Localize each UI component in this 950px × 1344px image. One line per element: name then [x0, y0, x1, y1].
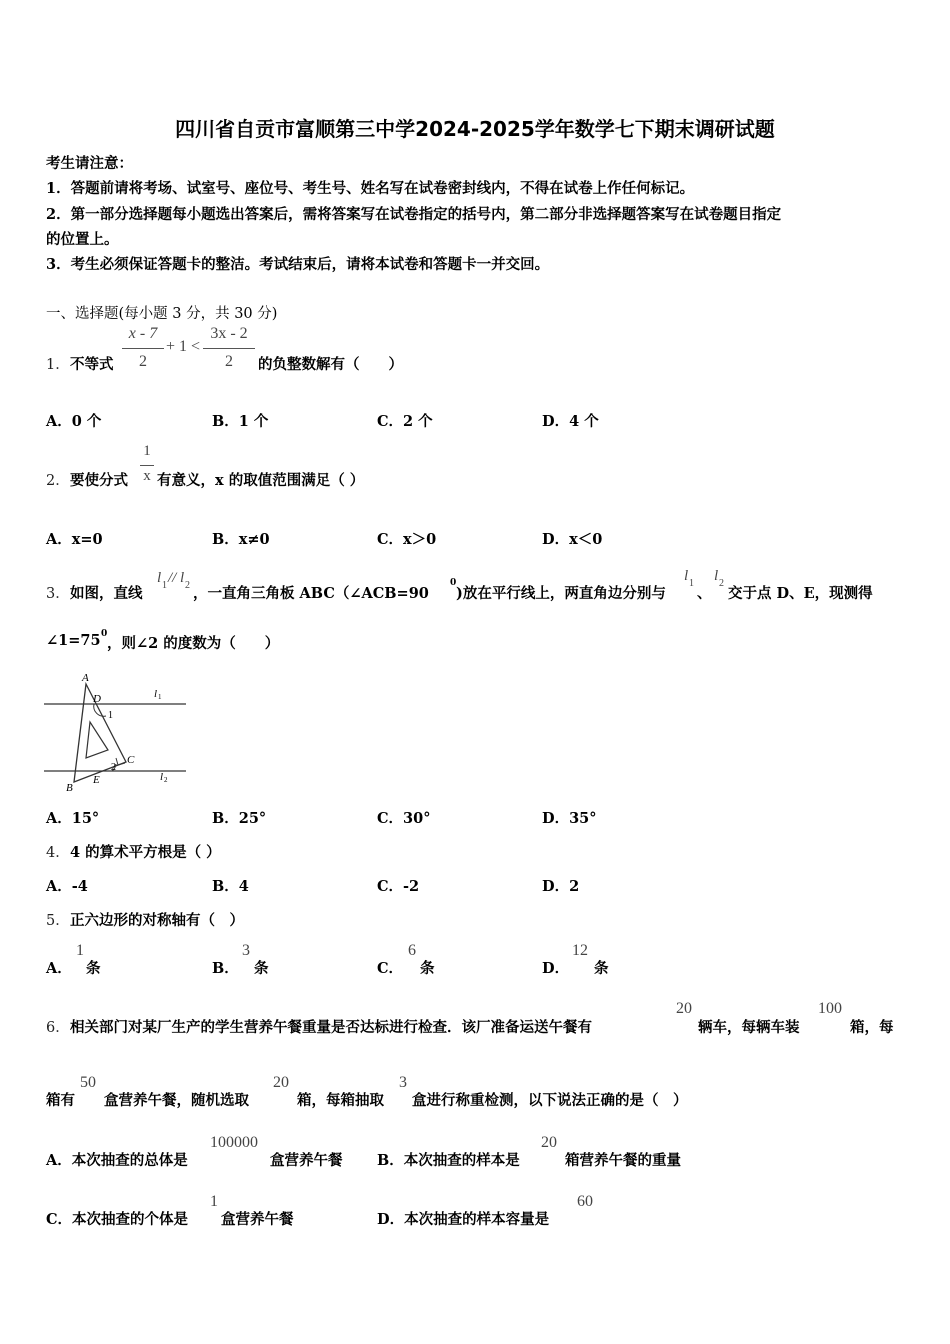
triangle-figure: [44, 670, 194, 792]
fraction-numerator: 3x - 2: [210, 325, 248, 342]
question-text: 如图，直线: [70, 585, 143, 602]
label-b: B: [66, 782, 73, 792]
question-number: 4．: [46, 845, 70, 861]
right-angle-mark: [116, 758, 125, 765]
math-value: 20: [676, 1000, 692, 1017]
degree-superscript: 0: [450, 578, 457, 588]
math-value: 20: [273, 1074, 289, 1091]
page-title: 四川省自贡市富顺第三中学2024-2025学年数学七下期末调研试题: [175, 117, 775, 141]
notice-item: 的位置上。: [46, 231, 119, 248]
parallel-symbol: //: [168, 570, 177, 586]
label-angle-1: 1: [108, 710, 113, 721]
label-c: C: [127, 754, 135, 766]
option-value: 20: [541, 1134, 557, 1151]
fraction-denominator: 2: [225, 353, 233, 370]
option-text: C．本次抽查的个体是: [46, 1211, 189, 1228]
option-a[interactable]: A．0 个: [46, 413, 102, 430]
option-a[interactable]: A．-4: [46, 878, 88, 895]
option-value: 3: [242, 942, 250, 959]
label-l2-sub: 2: [164, 776, 168, 784]
option-label: D．: [542, 960, 570, 977]
question-text: 的负整数解有（ ）: [258, 356, 403, 373]
option-c[interactable]: C．2 个: [377, 413, 433, 430]
degree-superscript: 0: [101, 629, 108, 639]
option-text: B．本次抽查的样本是: [377, 1152, 520, 1169]
line-subscript: 2: [719, 578, 724, 589]
option-value: 60: [577, 1193, 593, 1210]
option-value: 1: [76, 942, 84, 959]
question-number: 6．: [46, 1020, 70, 1036]
label-angle-2: 2: [111, 762, 116, 773]
option-text: 箱营养午餐的重量: [565, 1152, 681, 1169]
option-d[interactable]: D．2: [542, 878, 580, 895]
label-a: A: [82, 672, 89, 684]
option-text: 盒营养午餐: [221, 1211, 294, 1228]
question-text: 箱，每: [850, 1019, 894, 1036]
fraction-bar: [140, 465, 154, 466]
option-unit: 条: [254, 960, 269, 977]
line-subscript: 1: [162, 580, 167, 591]
fraction-bar: [203, 348, 255, 349]
option-unit: 条: [594, 960, 609, 977]
option-value: 6: [408, 942, 416, 959]
label-l1: l: [154, 688, 158, 700]
math-operator: + 1 <: [166, 338, 201, 355]
option-b[interactable]: B．4: [212, 878, 249, 895]
notice-item: 2．第一部分选择题每小题选出答案后，需将答案写在试卷指定的括号内，第二部分非选择题答案写在试卷题目指定: [46, 206, 782, 223]
notice-item: 3．考生必须保证答题卡的整洁。考试结束后，请将本试卷和答题卡一并交回。: [46, 256, 550, 273]
question-text: )放在平行线上，两直角边分别与: [456, 585, 666, 602]
question-text: 4 的算术平方根是（ ）: [70, 844, 221, 861]
option-d[interactable]: D．35°: [542, 810, 597, 827]
math-value: 100: [818, 1000, 842, 1017]
question-text: 相关部门对某厂生产的学生营养午餐重量是否达标进行检查．该厂准备运送午餐有: [70, 1019, 592, 1036]
label-d: D: [93, 693, 101, 705]
question-text: 盒进行称重检测，以下说法正确的是（ ）: [412, 1092, 688, 1109]
option-d[interactable]: D．x＜0: [542, 531, 603, 548]
notice-heading: 考生请注意：: [46, 155, 133, 172]
option-text: D．本次抽查的样本容量是: [377, 1211, 550, 1228]
option-a[interactable]: A．x=0: [46, 531, 103, 548]
option-unit: 条: [420, 960, 435, 977]
question-text: ，一直角三角板 ABC（∠ACB=90: [193, 585, 429, 602]
question-text: 辆车，每辆车装: [698, 1019, 800, 1036]
math-value: 3: [399, 1074, 407, 1091]
option-value: 100000: [210, 1134, 258, 1151]
question-text: 要使分式: [70, 472, 128, 489]
option-b[interactable]: B．1 个: [212, 413, 269, 430]
option-c[interactable]: C．-2: [377, 878, 420, 895]
line-symbol: l: [157, 570, 162, 586]
question-text: 交于点 D、E，现测得: [728, 585, 873, 602]
option-b[interactable]: B．x≠0: [212, 531, 270, 548]
question-number: 3．: [46, 586, 70, 602]
option-d[interactable]: D．4 个: [542, 413, 599, 430]
fraction-denominator: 2: [139, 353, 147, 370]
question-number: 1．: [46, 357, 70, 373]
option-label: A．: [46, 960, 72, 977]
option-c[interactable]: C．x＞0: [377, 531, 437, 548]
question-text: 箱有: [46, 1092, 75, 1109]
option-label: B．: [212, 960, 239, 977]
math-value: 50: [80, 1074, 96, 1091]
question-text: 盒营养午餐，随机选取: [104, 1092, 249, 1109]
option-text: A．本次抽查的总体是: [46, 1152, 188, 1169]
fraction-bar: [122, 348, 164, 349]
option-text: 盒营养午餐: [270, 1152, 343, 1169]
fraction-numerator: 1: [143, 443, 151, 459]
option-b[interactable]: B．25°: [212, 810, 267, 827]
option-value: 12: [572, 942, 588, 959]
fraction-denominator: x: [143, 468, 151, 484]
question-text: 不等式: [70, 356, 114, 373]
question-text: ∠1=75: [46, 632, 101, 649]
line-symbol: l: [180, 570, 185, 586]
question-text: 、: [697, 585, 712, 602]
question-text: 箱，每箱抽取: [297, 1092, 384, 1109]
triangle-inner: [86, 722, 108, 758]
line-symbol: l: [714, 568, 719, 584]
question-text: 正六边形的对称轴有（ ）: [70, 912, 244, 929]
question-number: 2．: [46, 473, 70, 489]
fraction-numerator: x - 7: [128, 325, 158, 342]
line-symbol: l: [684, 568, 689, 584]
label-l2: l: [160, 771, 164, 783]
line-subscript: 2: [185, 580, 190, 591]
option-a[interactable]: A．15°: [46, 810, 100, 827]
line-subscript: 1: [689, 578, 694, 589]
option-label: C．: [377, 960, 404, 977]
question-number: 5．: [46, 913, 70, 929]
notice-item: 1．答题前请将考场、试室号、座位号、考生号、姓名写在试卷密封线内，不得在试卷上作任何标记。: [46, 180, 695, 197]
question-text: 有意义，x 的取值范围满足（ ）: [157, 472, 365, 489]
label-e: E: [93, 774, 100, 786]
option-c[interactable]: C．30°: [377, 810, 431, 827]
section-heading: 一、选择题(每小题 3 分，共 30 分): [46, 306, 278, 322]
label-l1-sub: 1: [158, 693, 162, 701]
option-unit: 条: [86, 960, 101, 977]
option-value: 1: [210, 1193, 218, 1210]
question-text: ，则∠2 的度数为（ ）: [107, 635, 280, 652]
